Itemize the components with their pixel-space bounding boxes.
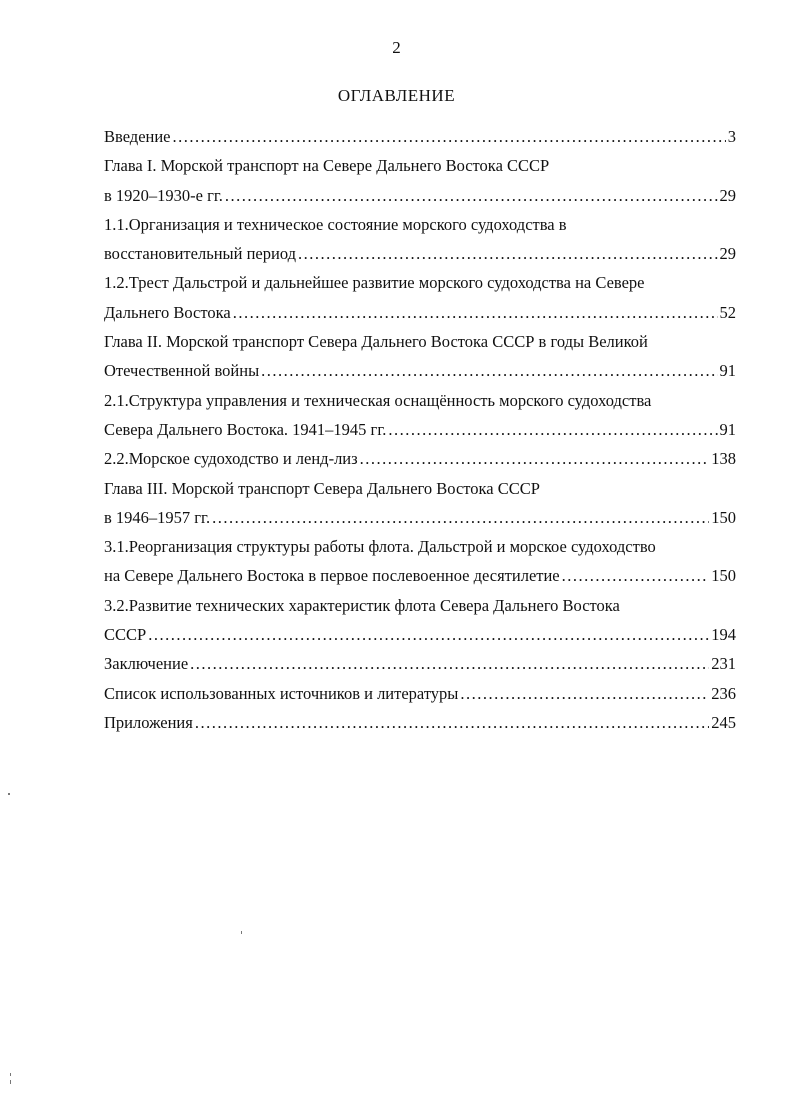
toc-entry xyxy=(104,239,736,268)
toc-entry-page: 150 xyxy=(711,566,736,586)
toc-entry xyxy=(104,327,736,356)
toc-entry-page: 91 xyxy=(719,419,736,439)
toc-entry-title: Дальнего Востока xyxy=(104,302,231,322)
toc-entry-title: 2.1.Структура управления и техническая оснащённость морского судоходства xyxy=(104,390,652,410)
toc-entry xyxy=(104,122,736,151)
toc-entry-page: 231 xyxy=(711,654,736,674)
toc-entry-page: 29 xyxy=(719,185,736,205)
toc-entry-title: восстановительный период xyxy=(104,244,296,264)
toc-entry xyxy=(104,415,736,444)
toc-entry xyxy=(104,679,736,708)
toc-entry xyxy=(104,386,736,415)
toc-entry-title: 3.2.Развитие технических характеристик флота Севера Дальнего Востока xyxy=(104,595,620,615)
dot-leader xyxy=(298,239,718,268)
toc-entry xyxy=(104,268,736,297)
toc-entry xyxy=(104,532,736,561)
toc-entry-title: Севера Дальнего Востока. 1941–1945 гг. xyxy=(104,419,387,439)
toc-entry xyxy=(104,356,736,385)
dot-leader xyxy=(233,298,718,327)
toc-entry-title: в 1946–1957 гг. xyxy=(104,507,211,527)
scan-speck xyxy=(10,1080,11,1084)
dot-leader xyxy=(212,503,709,532)
toc-entry-page: 91 xyxy=(719,361,736,381)
toc-entry xyxy=(104,503,736,532)
toc-entry xyxy=(104,151,736,180)
toc-entry xyxy=(104,181,736,210)
dot-leader xyxy=(195,708,709,737)
toc-entry-page: 245 xyxy=(711,712,736,732)
toc-entry-title: Глава II. Морской транспорт Севера Дальнего Востока СССР в годы Великой xyxy=(104,332,648,352)
toc-entry-page: 236 xyxy=(711,683,736,703)
dot-leader xyxy=(562,561,710,590)
dot-leader xyxy=(190,649,709,678)
toc-entry-title: на Севере Дальнего Востока в первое послевоенное десятилетие xyxy=(104,566,560,586)
dot-leader xyxy=(148,620,709,649)
dot-leader xyxy=(225,181,718,210)
page-number: 2 xyxy=(392,38,401,57)
dot-leader xyxy=(173,122,726,151)
toc-entry xyxy=(104,561,736,590)
dot-leader xyxy=(388,415,717,444)
dot-leader xyxy=(460,679,709,708)
toc-entry-page: 194 xyxy=(711,625,736,645)
toc-entry-page: 138 xyxy=(711,449,736,469)
toc-entry-title: 2.2.Морское судоходство и ленд-лиз xyxy=(104,449,358,469)
toc-entry-page: 52 xyxy=(719,302,736,322)
toc-entry xyxy=(104,649,736,678)
toc-entry-title: Приложения xyxy=(104,712,193,732)
toc-entry-page: 29 xyxy=(719,244,736,264)
toc-entry-page: 150 xyxy=(711,507,736,527)
table-of-contents xyxy=(104,122,736,737)
toc-entry-page: 3 xyxy=(727,127,736,146)
toc-entry-title: 1.2.Трест Дальстрой и дальнейшее развитие морского судоходства на Севере xyxy=(104,273,645,293)
toc-entry-title: Глава I. Морской транспорт на Севере Дальнего Востока СССР xyxy=(104,156,550,176)
toc-entry xyxy=(104,474,736,503)
toc-entry-title: Список использованных источников и литературы xyxy=(104,683,459,703)
toc-entry xyxy=(104,444,736,473)
page-title: ОГЛАВЛЕНИЕ xyxy=(337,86,456,105)
dot-leader xyxy=(360,444,710,473)
scan-speck xyxy=(10,1073,11,1076)
toc-entry xyxy=(104,210,736,239)
toc-entry-title: Глава III. Морской транспорт Севера Дальнего Востока СССР xyxy=(104,478,540,498)
toc-entry-title: Введение xyxy=(104,127,171,146)
toc-entry-title: 1.1.Организация и техническое состояние морского судоходства в xyxy=(104,214,567,234)
toc-entry xyxy=(104,591,736,620)
toc-entry-title: СССР xyxy=(104,625,147,645)
dot-leader xyxy=(261,356,717,385)
toc-entry-title: Отечественной войны xyxy=(104,361,260,381)
toc-entry-title: 3.1.Реорганизация структуры работы флота. Дальстрой и морское судоходство xyxy=(104,537,656,557)
toc-entry-title: в 1920–1930-е гг. xyxy=(104,185,223,205)
toc-entry xyxy=(104,708,736,737)
scan-speck xyxy=(241,931,242,934)
toc-entry xyxy=(104,620,736,649)
toc-entry-title: Заключение xyxy=(104,654,189,674)
scan-speck xyxy=(8,793,10,795)
toc-entry xyxy=(104,298,736,327)
